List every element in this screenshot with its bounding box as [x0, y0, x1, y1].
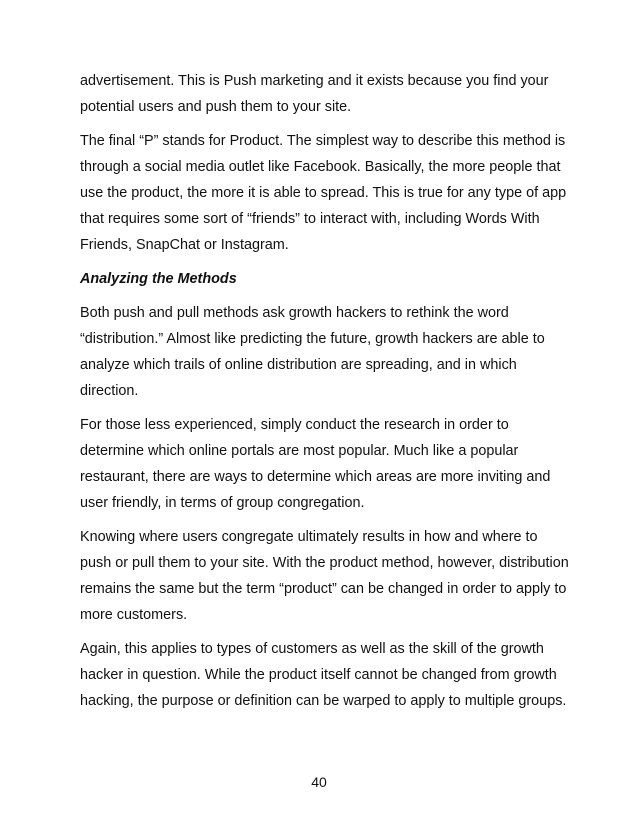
paragraph-distribution: Both push and pull methods ask growth hackers to rethink the word “distribution.” Almost like predicting the future, growth hackers are able to analyze which trails of online distribution are spreading, and in which direction.	[80, 305, 545, 399]
paragraph-push-marketing: advertisement. This is Push marketing and it exists because you find your potential users and push them to your site.	[80, 73, 549, 115]
paragraph-product: The final “P” stands for Product. The simplest way to describe this method is through a social media outlet like Facebook. Basically, the more people that use the product, the more it is able to spread. This is true for any type of app that requires some sort of “friends” to interact with, including Words With Friends, SnapChat or Instagram.	[80, 133, 567, 253]
paragraph-customers: Again, this applies to types of customers as well as the skill of the growth hacker in question. While the product itself cannot be changed from growth hacking, the purpose or definition can be warped to apply to multiple groups.	[80, 641, 567, 709]
paragraph-research: For those less experienced, simply conduct the research in order to determine which online portals are most popular. Much like a popular restaurant, there are ways to determine which areas are more inviting and user friendly, in terms of group congregation.	[80, 417, 551, 511]
page-content	[80, 68, 570, 722]
section-heading: Analyzing the Methods	[80, 271, 237, 287]
page-number: 40	[311, 774, 327, 790]
paragraph-congregate: Knowing where users congregate ultimately results in how and where to push or pull them to your site. With the product method, however, distribution remains the same but the term “product” can be changed in order to apply to more customers.	[80, 529, 569, 623]
